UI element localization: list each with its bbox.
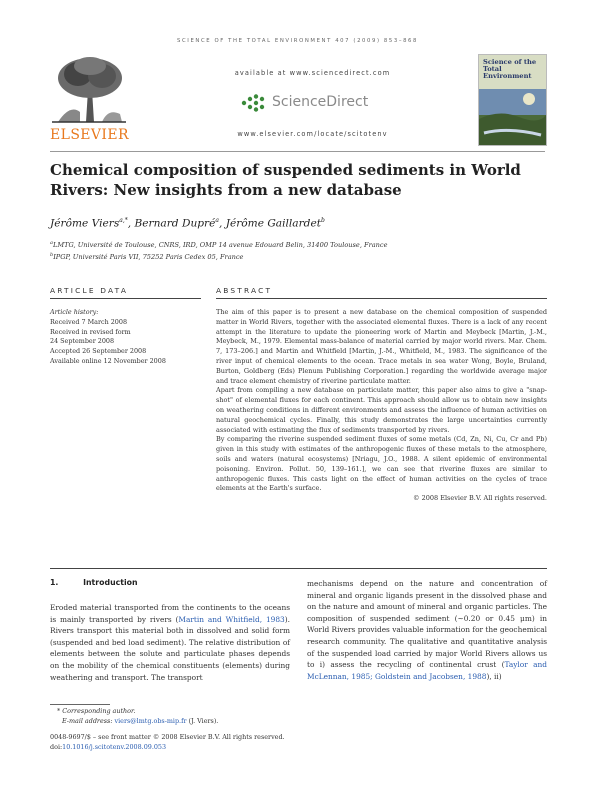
author-3: , Jérôme Gaillardet bbox=[218, 217, 321, 230]
email-link[interactable]: viers@lmtg.obs-mip.fr bbox=[114, 717, 187, 725]
history-line: Received 7 March 2008 bbox=[50, 318, 128, 326]
body-text: ). Rivers transport this material both in dissolved and solid form (suspended and bed load sediment). The relative distribution of elements between the solute and particulate phases depends on the mobility of the chemical constituents (elements) during weathering and transport. The transport bbox=[50, 614, 290, 682]
affiliation-mark: a bbox=[50, 240, 53, 246]
article-data-rule bbox=[50, 298, 201, 299]
email-note bbox=[62, 717, 218, 727]
article-history-label: Article history: bbox=[50, 308, 99, 316]
abstract-body bbox=[216, 308, 547, 504]
journal-url[interactable]: www.elsevier.com/locate/scitotenv bbox=[237, 130, 388, 138]
affiliation-a bbox=[50, 240, 550, 249]
journal-header: SCIENCE OF THE TOTAL ENVIRONMENT 407 (2009) 853–868 bbox=[177, 38, 418, 44]
affiliation-text: IPGP, Université Paris VII, 75252 Paris Cedex 05, France bbox=[53, 253, 244, 262]
email-label: E-mail address: bbox=[62, 717, 115, 725]
history-line: Accepted 26 September 2008 bbox=[50, 347, 147, 355]
body-text: ), ii) bbox=[486, 671, 502, 681]
article-data-heading: ARTICLE DATA bbox=[50, 286, 129, 295]
intro-right-column bbox=[307, 578, 547, 682]
body-text: Eroded material transported from the continents to the oceans is mainly transported by rivers ( bbox=[50, 603, 290, 624]
author-1: Jérôme Viers bbox=[50, 217, 120, 230]
citation-link[interactable]: Taylor and McLennan, 1985; Goldstein and Jacobsen, 1988 bbox=[307, 660, 547, 681]
section-heading bbox=[50, 578, 138, 587]
article-title: Chemical composition of suspended sediments in World Rivers: New insights from a new database bbox=[50, 161, 521, 199]
author-2: , Bernard Dupré bbox=[127, 217, 216, 230]
copyright-line: © 2008 Elsevier B.V. All rights reserved. bbox=[413, 494, 547, 503]
availability-text: available at www.sciencedirect.com bbox=[234, 69, 391, 77]
abstract-paragraph: The aim of this paper is to present a new database on the chemical composition of suspended matter in World Rivers, together with the associated elemental fluxes. There is a lack of any recent attempt in the literature to update the pioneering work of Martin and Meybeck [Martin, J.-M., Meybeck, M., 1979. Elemental mass-balance of material carried by major world rivers. Mar. Chem. 7, 173–206.] and Martin and Whitfield [Martin, J.-M., Whitfield, M., 1983. The significance of the river input of chemical elements to the ocean. Trace metals in sea water Wong, Boyle, Bruland, Burton, Goldberg (Eds) Plenum Publishing Corporation.] regarding the worldwide average major and trace element chemistry of riverine particulate matter. bbox=[216, 308, 547, 385]
intro-left-column bbox=[50, 602, 290, 683]
author-2-affil-mark[interactable]: a bbox=[215, 217, 219, 224]
doi-link[interactable]: 10.1016/j.scitotenv.2008.09.053 bbox=[62, 743, 167, 751]
abstract-paragraph: Apart from compiling a new database on particulate matter, this paper also aims to give a "snap-shot" of elemental fluxes for each continent. This approach should allow us to obtain new insights on weathering conditions in different environments and assess the influence of human activities on natural geochemical cycles. Finally, this study demonstrates the large uncertainties currently associated with estimating the flux of sediments transported by rivers. bbox=[216, 386, 547, 434]
body-text: mechanisms depend on the nature and concentration of mineral and organic ligands present in the dissolved phase and on the nature and amount of mineral and organic particles. The composition of suspended sediment (~0.20 or 0.45 μm) in World Rivers provides valuable information for the geochemical research community. The qualitative and quantitative analysis of the suspended load carried by major World Rivers allows us to i) assess the recycling of continental crust ( bbox=[307, 579, 547, 670]
history-line: 24 September 2008 bbox=[50, 337, 115, 345]
author-3-affil-mark[interactable]: b bbox=[320, 217, 325, 224]
sciencedirect-icon bbox=[240, 94, 268, 116]
section-divider bbox=[50, 568, 547, 569]
author-1-affil-mark[interactable]: a,* bbox=[119, 217, 128, 224]
history-line: Received in revised form bbox=[50, 328, 131, 336]
abstract-paragraph: By comparing the riverine suspended sediment fluxes of some metals (Cd, Zn, Ni, Cu, Cr and Pb) given in this study with estimates of the anthropogenic fluxes of these metals to the atmosphere, soils and waters (natural ecosystems) [Nriagu, J.O., 1988. A silent epidemic of environmental poisoning. Environ. Pollut. 50, 139–161.], we can see that riverine fluxes are similar to anthropogenic fluxes. This casts light on the effect of human activities on the cycles of trace elements at the Earth's surface. bbox=[216, 435, 547, 493]
doi-line bbox=[50, 743, 166, 753]
issn-line: 0048-9697/$ – see front matter © 2008 Elsevier B.V. All rights reserved. bbox=[50, 733, 285, 741]
abstract-rule bbox=[216, 298, 547, 299]
abstract-heading: ABSTRACT bbox=[216, 286, 273, 295]
author-list bbox=[50, 217, 325, 230]
cover-title: Science of the Total Environment bbox=[483, 58, 537, 80]
journal-cover bbox=[478, 54, 547, 146]
email-suffix: (J. Viers). bbox=[186, 717, 219, 725]
footnote-rule bbox=[50, 704, 110, 705]
doi-label: doi: bbox=[50, 743, 63, 751]
header-rule bbox=[50, 151, 545, 152]
corresponding-author-note: * Corresponding author. bbox=[57, 707, 136, 715]
citation-link[interactable]: Martin and Whitfield, 1983 bbox=[178, 614, 285, 624]
section-number: 1. bbox=[50, 578, 59, 587]
sciencedirect-logo-text: ScienceDirect bbox=[272, 94, 369, 110]
affiliation-b bbox=[50, 252, 550, 261]
publisher-name: ELSEVIER bbox=[50, 127, 129, 143]
affiliation-mark: b bbox=[50, 252, 54, 258]
affiliation-text: LMTG, Université de Toulouse, CNRS, IRD, OMP 14 avenue Edouard Belin, 31400 Toulouse, France bbox=[52, 241, 388, 250]
history-line: Available online 12 November 2008 bbox=[50, 357, 166, 365]
section-title: Introduction bbox=[83, 578, 138, 587]
